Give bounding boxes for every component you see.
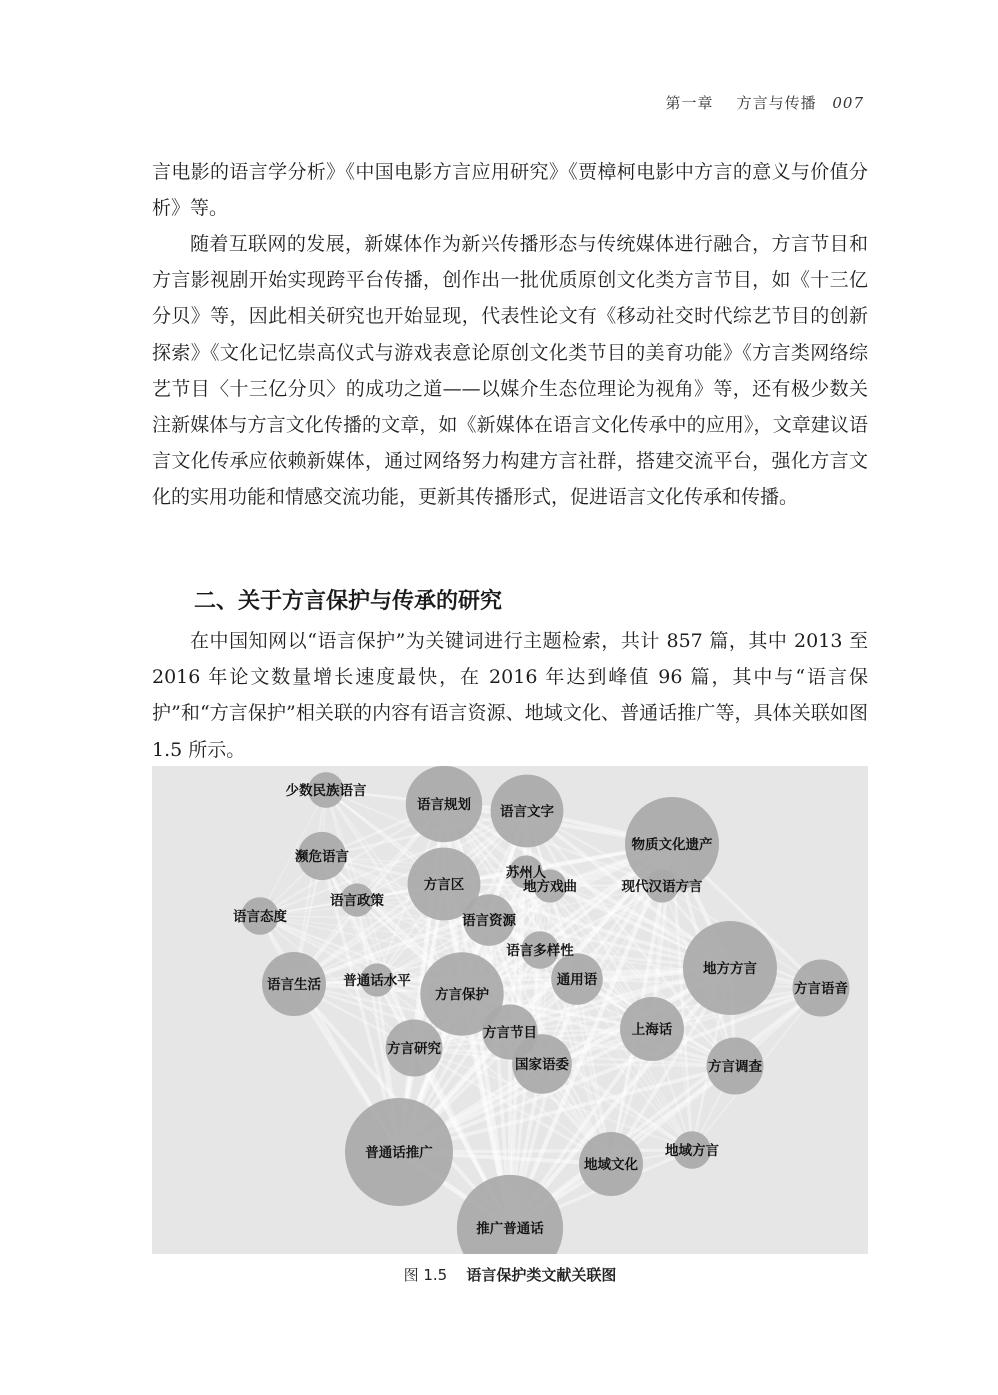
node-label: 地方戏曲 — [523, 879, 577, 895]
node-label: 苏州人 — [505, 865, 547, 881]
node-label: 语言文字 — [500, 804, 554, 820]
node-label: 上海话 — [631, 1022, 673, 1038]
page-number: 007 — [832, 94, 864, 112]
node-label: 语言多样性 — [506, 943, 574, 959]
node-label: 方言语音 — [794, 981, 848, 997]
network-graph — [152, 766, 868, 1254]
node-label: 方言保护 — [435, 987, 489, 1003]
node-label: 方言调查 — [708, 1059, 762, 1075]
node-label: 物质文化遗产 — [631, 837, 713, 853]
node-label: 语言生活 — [267, 977, 321, 993]
body-paragraph: 言电影的语言学分析》《中国电影方言应用研究》《贾樟柯电影中方言的意义与价值分析》等。 — [152, 161, 868, 220]
node-label: 地域文化 — [584, 1157, 638, 1173]
node-label: 现代汉语方言 — [621, 879, 703, 895]
caption-number: 图 1.5 — [403, 1266, 448, 1284]
node-label: 方言节目 — [483, 1025, 537, 1041]
node-label: 方言研究 — [387, 1041, 441, 1057]
node-label: 推广普通话 — [476, 1221, 544, 1237]
running-header — [665, 92, 864, 113]
node-label: 普通话水平 — [343, 973, 411, 989]
node-label: 濒危语言 — [295, 849, 349, 865]
caption-title: 语言保护类文献关联图 — [466, 1266, 617, 1284]
network-figure — [152, 766, 868, 1254]
node-label: 语言规划 — [417, 797, 471, 813]
header-chapter: 第一章 — [665, 94, 714, 112]
node-label: 地域方言 — [665, 1143, 719, 1159]
body-paragraph: 在中国知网以“语言保护”为关键词进行主题检索，共计 857 篇，其中 2013 至 2016 年论文数量增长速度最快，在 2016 年达到峰值 96 篇，其中与“语言保护”和“方言保护”相关联的内容有语言资源、地域文化、普通话推广等，具体关联如图 1.5 所示。 — [152, 630, 868, 761]
node-label: 地方方言 — [703, 961, 757, 977]
header-title: 方言与传播 — [736, 94, 817, 112]
node-label: 普通话推广 — [365, 1145, 433, 1161]
node-label: 语言态度 — [233, 909, 287, 925]
node-label: 语言政策 — [330, 893, 384, 909]
node-label: 国家语委 — [515, 1057, 569, 1073]
body-paragraph: 随着互联网的发展，新媒体作为新兴传播形态与传统媒体进行融合，方言节目和方言影视剧开始实现跨平台传播，创作出一批优质原创文化类方言节目，如《十三亿分贝》等，因此相关研究也开始显现，代表性论文有《移动社交时代综艺节目的创新探索》《文化记忆崇高仪式与游戏表意论原创文化类节目的美育功能》《方言类网络综艺节目〈十三亿分贝〉的成功之道——以媒介生态位理论为视角》等，还有极少数关注新媒体与方言文化传播的文章，如《新媒体在语言文化传承中的应用》，文章建议语言文化传承应依赖新媒体，通过网络努力构建方言社群，搭建交流平台，强化方言文化的实用功能和情感交流功能，更新其传播形式，促进语言文化传承和传播。 — [152, 233, 868, 509]
node-label: 少数民族语言 — [285, 783, 367, 799]
node-label: 通用语 — [556, 972, 598, 988]
node-label: 方言区 — [423, 877, 465, 893]
node-label: 语言资源 — [462, 913, 516, 929]
figure-caption — [0, 1264, 998, 1285]
section-heading: 二、关于方言保护与传承的研究 — [194, 589, 503, 614]
